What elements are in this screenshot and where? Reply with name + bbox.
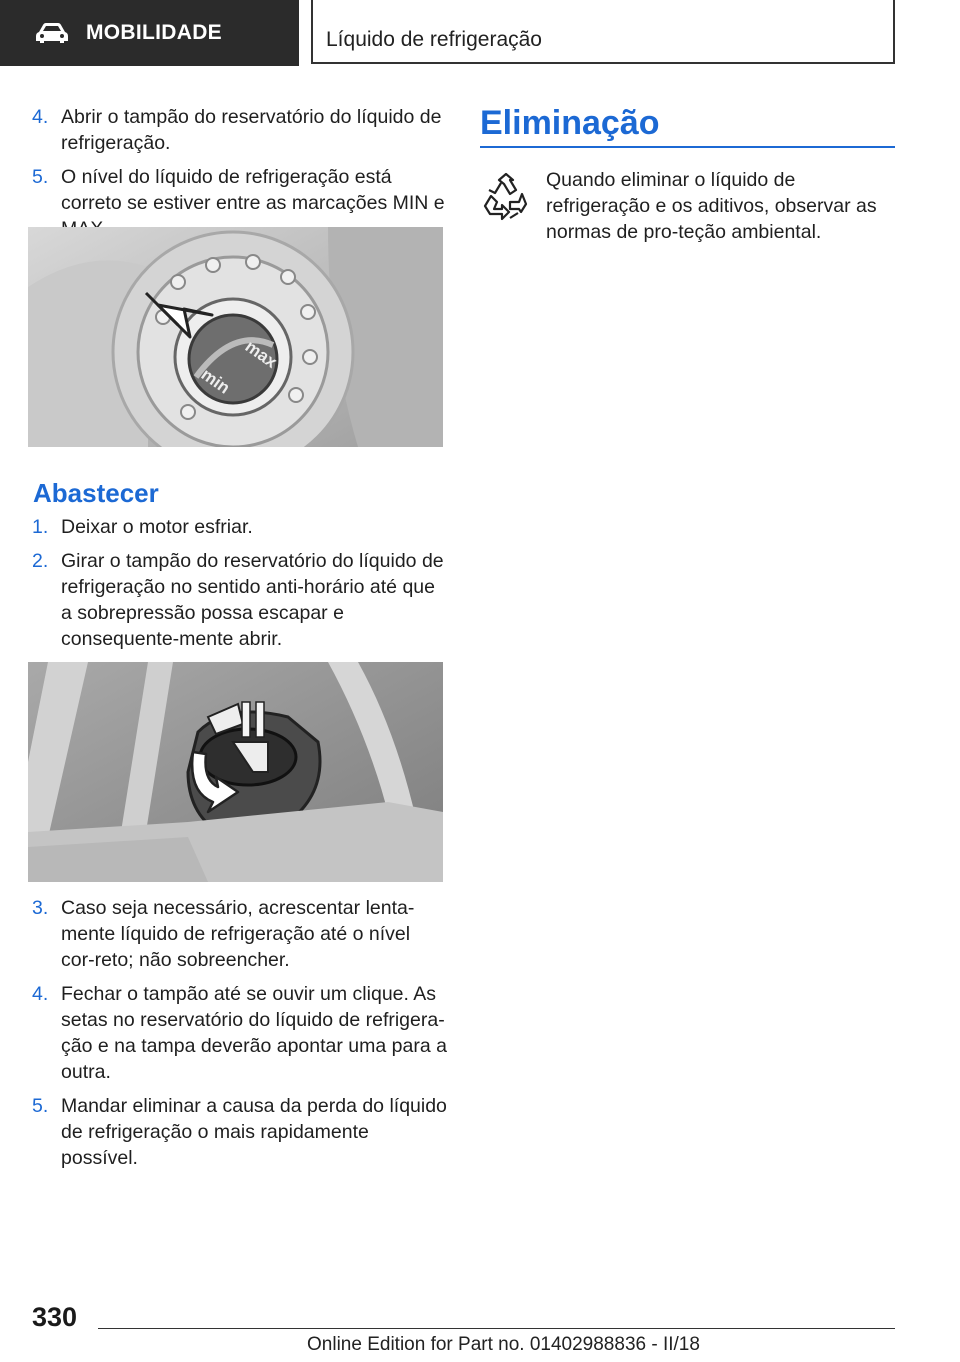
min-label: min (197, 364, 234, 398)
step-number: 2. (32, 550, 49, 572)
edition-text: Online Edition for Part no. 01402988836 - II/18 (307, 1334, 700, 1355)
recycle-icon (482, 172, 530, 222)
page-header (311, 0, 895, 64)
step-number: 5. (32, 1095, 49, 1117)
step-text: Girar o tampão do reservatório do líquido de refrigeração no sentido anti-horário até que a sobrepressão possa escapar e consequente-mente abrir. (61, 550, 444, 650)
step-text: Deixar o motor esfriar. (61, 516, 253, 538)
car-icon (34, 21, 70, 45)
page-title: Líquido de refrigeração (326, 28, 542, 51)
abastecer-heading: Abastecer (33, 478, 159, 508)
step-number: 3. (32, 897, 49, 919)
step-text: O nível do líquido de refrigeração está correto se estiver entre as marcações MIN e (61, 166, 445, 214)
step-text: Mandar eliminar a causa da perda do líquido de refrigeração o mais rapidamente possível. (61, 1095, 447, 1169)
list-item (32, 104, 448, 156)
eliminacao-heading: Eliminação (480, 104, 660, 142)
section-label: MOBILIDADE (86, 21, 222, 44)
steps-list-after (32, 895, 448, 1179)
list-item (32, 514, 448, 540)
coolant-reservoir-photo (28, 227, 443, 447)
cap-opening-photo (28, 662, 443, 882)
footer-divider (98, 1328, 895, 1329)
max-label: max (241, 336, 281, 372)
step-text: Caso seja necessário, acrescentar lenta-mente líquido de refrigeração até o nível cor-reto; não sobreencher. (61, 897, 415, 971)
heading-divider (480, 146, 895, 148)
step-number: 4. (32, 983, 49, 1005)
step-number: 4. (32, 106, 49, 128)
disposal-note: Quando eliminar o líquido de refrigeração e os aditivos, observar as normas de pro-teção ambiental. (546, 169, 877, 243)
page-number: 330 (32, 1302, 78, 1332)
list-item (32, 981, 448, 1085)
step-text: Abrir o tampão do reservatório do líquido de refrigeração. (61, 106, 442, 154)
list-item (32, 548, 448, 652)
step-number: 1. (32, 516, 49, 538)
step-number: 5. (32, 166, 49, 188)
list-item (32, 895, 448, 973)
list-item (32, 1093, 448, 1171)
step-text: Fechar o tampão até se ouvir um clique. As setas no reservatório do líquido de refrigera-ção e na tampa deverão apontar uma para a outra. (61, 983, 447, 1083)
steps-list-abastecer (32, 514, 448, 660)
section-tab (0, 0, 299, 66)
